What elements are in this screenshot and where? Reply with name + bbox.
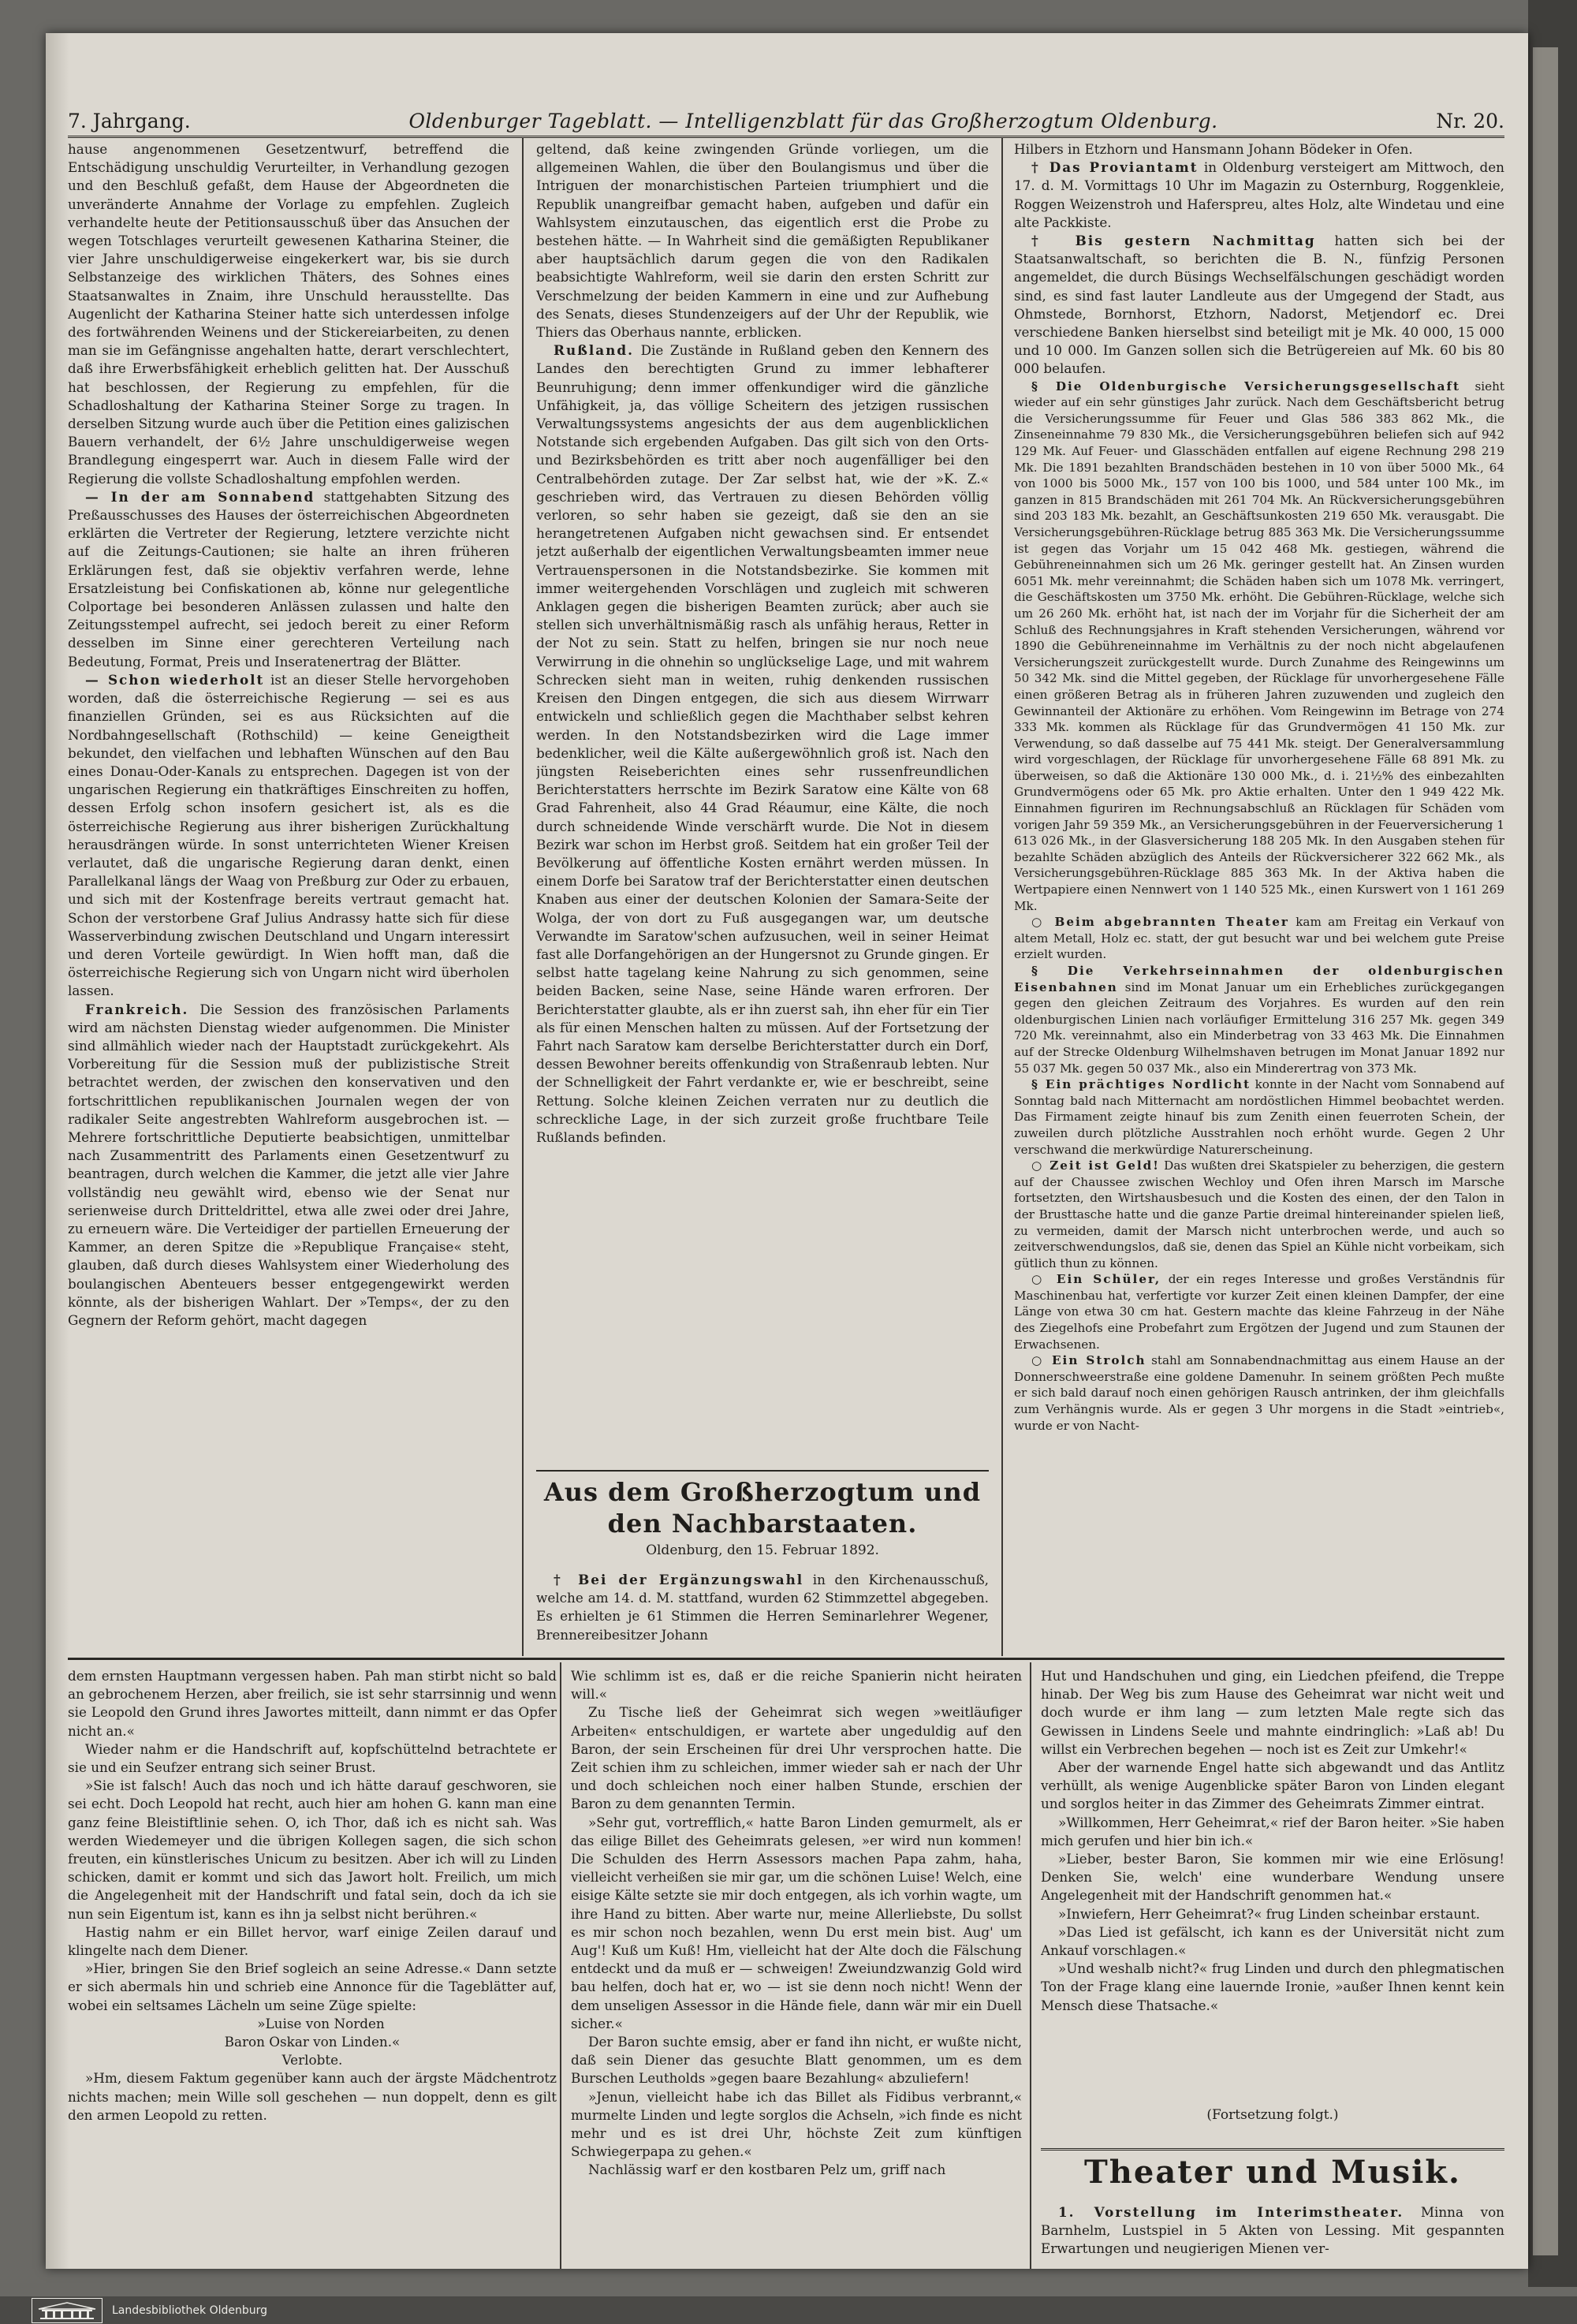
article-lead: — Schon wiederholt xyxy=(85,671,265,688)
article-text: ist an dieser Stelle hervorgehoben worden, daß die österreichische Regierung — sei es aus finanziellen Gründen, sei es aus Rücksichten auf die Nordbahngesellschaft (Rothschild) — keine Geneigtheit bekundet, den vielfachen und lebhaften Wünschen auf den Bau eines Donau-Oder-Kanals zu entsprechen. Dagegen ist von der ungarischen Regierung ein thatkräftiges Einschreiten zu hoffen, dessen Erfolg schon insofern gesichert ist, als es die österreichische Regierung aus ihrer bisherigen Zurückhaltung herausdrängen würde. In sonst unterrichteten Wiener Kreisen verlautet, daß die ungarische Regierung daran denkt, einen Parallelkanal längs der Waag von Preßburg zur Oder zu erbauen, und sich mit der Kostenfrage bereits vertraut gemacht hat. Schon der verstorbene Graf Julius Andrassy hatte sich für diese Wasserverbindung zwischen Deutschland und Ungarn interessirt und deren Vorteile gewürdigt. In Wien hofft man, daß die österreichische Regierung sich von Ungarn nicht wird überholen lassen. xyxy=(68,671,509,999)
feuilleton-paragraph: »Und weshalb nicht?« frug Linden und durch den phlegmatischen Ton der Frage klang eine lauernde Ironie, »außer Ihnen kennt kein Mensch diese Thatsache.« xyxy=(1041,1960,1504,2013)
article-paragraph xyxy=(1014,963,1504,1076)
feuilleton-paragraph: »Das Lied ist gefälscht, ich kann es der Universität nicht zum Ankauf vorschlagen.« xyxy=(1041,1923,1504,1959)
header-issue-number: Nr. 20. xyxy=(1436,110,1504,132)
scan-page-edge-inner xyxy=(1533,47,1558,2255)
article-paragraph xyxy=(68,671,509,1001)
article-paragraph xyxy=(1014,159,1504,232)
feuilleton-paragraph: dem ernsten Hauptmann vergessen haben. Pah man stirbt nicht so bald an gebrochenem Herzen, aber freilich, sie ist sehr starrsinnig und wenn sie Leopold den Grund ihres Jawortes mitteilt, dann nimmt er das Opfer nicht an.« xyxy=(68,1668,557,1739)
feuilleton-rule xyxy=(68,1658,1504,1660)
feuilleton-paragraph: Nachlässig warf er den kostbaren Pelz um, griff nach xyxy=(588,2162,946,2178)
feuilleton-paragraph: »Willkommen, Herr Geheimrat,« rief der Baron heiter. »Sie haben mich gerufen und hier bin ich.« xyxy=(1041,1814,1504,1848)
feuilleton-paragraph: »Hier, bringen Sie den Brief sogleich an seine Adresse.« Dann setzte er sich abermals hin und schrieb eine Annonce für die Tageblätter auf, wobei ein seltsames Lächeln um seine Züge spielte: xyxy=(68,1960,557,2013)
column-1 xyxy=(68,140,509,1653)
column-2-local-news xyxy=(536,1571,989,1653)
column-divider xyxy=(1001,137,1003,1656)
column-2 xyxy=(536,140,989,1465)
article-text: stahl am Sonnabendnachmittag aus einem Hause an der Donnerschweerstraße eine goldene Damenuhr. In seinem größten Pech mußte er sich bald darauf noch einen gehörigen Rausch antrinken, der ihm gleichfalls zum Verhängnis wurde. Als er gegen 3 Uhr morgens in die Stadt »eintrieb«, wurde er von Nacht- xyxy=(1014,1353,1504,1433)
article-lead: ○ Zeit ist Geld! xyxy=(1031,1158,1160,1173)
library-footer-bar xyxy=(0,2296,1577,2324)
continuation-note: (Fortsetzung folgt.) xyxy=(1206,2107,1339,2123)
article-lead: ○ Beim abgebrannten Theater xyxy=(1031,915,1289,930)
page-header xyxy=(68,101,1504,138)
page-fold-shadow xyxy=(46,33,69,2269)
section-heading: Aus dem Großherzogtum und den Nachbarstaaten. xyxy=(543,1477,982,1539)
article-paragraph xyxy=(1041,2203,1504,2259)
article-paragraph xyxy=(1014,379,1504,915)
feuilleton-paragraph: Der Baron suchte emsig, aber er fand ihn nicht, er wußte nicht, daß sein Diener das gesuchte Blatt genommen, um es dem Burschen Leutholds »gegen baare Bezahlung« abzuliefern! xyxy=(571,2034,1022,2087)
feuilleton-paragraph: »Luise von Norden Baron Oskar von Linden.« Verlobte. xyxy=(224,2015,401,2068)
article-text: in Oldenburg versteigert am Mittwoch, den 17. d. M. Vormittags 10 Uhr im Magazin zu Osternburg, Roggenkleie, Roggen Weizenstroh und Haferspreu, altes Holz, alte Windetau und eine alte Packkiste. xyxy=(1014,159,1504,230)
article-text: in den Kirchenausschuß, welche am 14. d. M. stattfand, wurden 62 Stimmzettel abgegeben. Es erhielten je 61 Stimmen die Herren Seminarlehrer Wegener, Brennereibesitzer Johann xyxy=(536,1572,989,1643)
article-text: sind im Monat Januar um ein Erhebliches zurückgegangen gegen den gleichen Zeitraum des Vorjahres. Es wurden auf den rein oldenburgischen Linien nach vorläufiger Ermittelung 316 257 Mk. gegen 349 720 Mk. vereinnahmt, also ein Minderbetrag von 33 463 Mk. Die Einnahmen auf der Strecke Oldenburg Wilhelmshaven betrugen im Monat Januar 1892 nur 55 037 Mk. gegen 50 037 Mk., also ein Minderertrag von 373 Mk. xyxy=(1014,979,1504,1076)
article-text: kam am Freitag ein Verkauf von altem Metall, Holz ec. statt, der gut besucht war und bei welchem gute Preise erzielt wurden. xyxy=(1014,915,1504,962)
article-lead: † Bis gestern Nachmittag xyxy=(1031,233,1316,249)
article-text: hatten sich bei der Staatsanwaltschaft, so berichten die B. N., fünfzig Personen angemeldet, die durch Büsings Wechselfälschungen geschädigt worden sind, es sind fast lauter Landleute aus der Umgegend der Stadt, aus Ohmstede, Bornhorst, Etzhorn, Nadorst, Metjendorf ec. Drei verschiedene Banken hierselbst sind beteiligt mit je Mk. 40 000, 15 000 und 10 000. Im Ganzen sollen sich die Betrügereien auf Mk. 60 bis 80 000 belaufen. xyxy=(1014,233,1504,377)
feuilleton-column-1 xyxy=(68,1667,557,2266)
article-lead: † Bei der Ergänzungswahl xyxy=(554,1572,804,1587)
feuilleton-paragraph: Aber der warnende Engel hatte sich abgewandt und das Antlitz verhüllt, als wenige Augenblicke später Baron von Linden elegant und sorglos heiter in das Zimmer des Geheimrats Zimmer eintrat. xyxy=(1041,1759,1504,1812)
article-paragraph: Hilbers in Etzhorn und Hansmann Johann Bödeker in Ofen. xyxy=(1014,141,1413,157)
section-dateline: Oldenburg, den 15. Februar 1892. xyxy=(646,1542,879,1558)
feuilleton-paragraph: Wieder nahm er die Handschrift auf, kopfschüttelnd betrachtete er sie und ein Seufzer entrang sich seiner Brust. xyxy=(68,1740,557,1776)
feuilleton-paragraph: Zu Tische ließ der Geheimrat sich wegen »weitläufiger Arbeiten« entschuldigen, er wartete aber ungeduldig auf den Baron, der sein Erscheinen für drei Uhr versprochen hatte. Die Zeit schien ihm zu schleichen, immer wieder sah er nach der Uhr und doch schleichen noch einer halben Stunde, erschien der Baron zu dem genannten Termin. xyxy=(571,1704,1022,1812)
article-text: Das wußten drei Skatspieler zu beherzigen, die gestern auf der Chaussee zwischen Wechloy und Ofen ihren Marsch im Marsche fortsetzten, den Wirtshausbesuch und die Kosten des einen, der den Talon in der Brusttasche hatte und die ganze Partie dreimal hintereinander spielen ließ, zu vermeiden, damit der Marsch nicht unterbrochen werde, und auch so zeitverschwendungslos, daß sie, denen das Spiel an Kühle nicht vorbeikam, sich gütlich thun zu können. xyxy=(1014,1158,1504,1270)
article-lead: † Das Proviantamt xyxy=(1031,159,1199,176)
article-paragraph xyxy=(1014,1352,1504,1434)
article-text: Die Session des französischen Parlaments wird am nächsten Dienstag wieder aufgenommen. Die Minister sind allmählich wieder nach der Hauptstadt zurückgekehrt. Als Vorbereitung für die Session muß der publizistische Streit betrachtet werden, der zwischen den konservativen und den fortschrittlichen republikanischen Journalen wegen der von radikaler Seite angestrebten Wahlreform ausgebrochen ist. — Mehrere fortschrittliche Deputierte beabsichtigen, unmittelbar nach Zusammentritt des Parlaments einen Gesetzentwurf zu beantragen, durch welchen die Kammer, die jetzt alle vier Jahre vollständig neu gewählt wird, ebenso wie der Senat nur serienweise durch Dritteldrittel, etwa alle zwei oder drei Jahre, zu erneuern wäre. Die Verteidiger der partiellen Erneuerung der Kammer, an deren Spitze die »Republique Française« steht, glauben, daß durch dieses Wahlsystem einer Wiederholung des boulangischen Abenteuers besser entgegengewirkt werden könnte, als der bisherigen Wahlart. Der »Temps«, der zu den Gegnern der Reform gehört, macht dagegen xyxy=(68,1001,509,1328)
section-rule xyxy=(536,1470,989,1472)
column-3 xyxy=(1014,140,1504,1653)
article-paragraph xyxy=(1014,1271,1504,1352)
column-divider xyxy=(560,1662,561,2269)
article-paragraph xyxy=(536,1571,989,1644)
article-lead: § Die Oldenburgische Versicherungsgesellschaft xyxy=(1031,379,1461,394)
article-paragraph xyxy=(536,341,989,1147)
column-divider xyxy=(522,137,524,1656)
header-title: Oldenburger Tageblatt. — Intelligenzblatt für das Großherzogtum Oldenburg. xyxy=(408,110,1218,132)
theater-heading: Theater und Musik. xyxy=(1041,2148,1504,2191)
library-building-icon xyxy=(32,2298,103,2323)
article-lead: ○ Ein Strolch xyxy=(1031,1353,1146,1368)
feuilleton-column-2 xyxy=(571,1667,1022,2266)
feuilleton-paragraph: »Lieber, bester Baron, Sie kommen mir wie eine Erlösung! Denken Sie, welch' eine wunderbare Wendung unsere Angelegenheit mit der Handschrift genommen hat.« xyxy=(1041,1851,1504,1904)
feuilleton-paragraph: Wie schlimm ist es, daß er die reiche Spanierin nicht heiraten will.« xyxy=(571,1668,1022,1703)
newspaper-page xyxy=(46,33,1528,2269)
article-lead: § Ein prächtiges Nordlicht xyxy=(1031,1077,1251,1092)
article-paragraph xyxy=(1014,1076,1504,1158)
feuilleton-paragraph: »Sie ist falsch! Auch das noch und ich hätte darauf geschworen, sie sei echt. Doch Leopold hat recht, auch hier am hohen G. kann man eine ganz feine Bleistiftlinie sehen. O, ich Thor, daß ich es nicht sah. Was werden Wiedemeyer und die übrigen Kollegen sagen, die sich schon freuten, ein künstlerisches Unicum zu besitzen. Aber ich will zu Linden schicken, damit er kommt und sich das Jawort holt. Freilich, um mich die Angelegenheit mit der Handschrift und fatal sein, doch da ich sie nun sein Eigentum ist, kann es ihn ja selbst nicht berühren.« xyxy=(68,1778,557,1922)
header-volume: 7. Jahrgang. xyxy=(68,110,191,132)
article-paragraph xyxy=(1014,914,1504,963)
column-divider xyxy=(1030,1662,1031,2269)
article-lead: Frankreich. xyxy=(85,1001,189,1017)
article-paragraph xyxy=(68,1001,509,1330)
article-paragraph xyxy=(68,488,509,671)
article-text: Minna von Barnhelm, Lustspiel in 5 Akten von Lessing. Mit gespannten Erwartungen und neugierigen Mienen ver- xyxy=(1041,2204,1504,2257)
feuilleton-paragraph: »Hm, diesem Faktum gegenüber kann auch der ärgste Mädchentrotz nichts machen; mein Wille soll geschehen — nun doppelt, denn es gilt den armen Leopold zu retten. xyxy=(68,2070,557,2123)
article-lead: 1. Vorstellung im Interimstheater. xyxy=(1058,2204,1404,2220)
article-paragraph xyxy=(1014,232,1504,379)
article-paragraph xyxy=(1014,1158,1504,1271)
feuilleton-paragraph: Hastig nahm er ein Billet hervor, warf einige Zeilen darauf und klingelte nach dem Diener. xyxy=(68,1923,557,1959)
article-text: stattgehabten Sitzung des Preßausschusses des Hauses der österreichischen Abgeordneten erklärten die Vertreter der Regierung, letztere verzichte nicht auf die Zeitungs-Cautionen; sie halte an ihren früheren Erklärungen fest, daß sie objektiv verfahren werde, lehne Ersatzleistung bei Confiskationen ab, könne nur gelegentliche Colportage bei besonderen Anlässen zulassen und halte den Zeitungsstempel aufrecht, sei jedoch bereit zu einer Reform desselben im Sinne einer gerechteren Verteilung nach Bedeutung, Format, Preis und Inseratenertrag der Blätter. xyxy=(68,488,509,670)
feuilleton-column-3 xyxy=(1041,1667,1504,2117)
article-lead: ○ Ein Schüler, xyxy=(1031,1272,1161,1287)
feuilleton-paragraph: Hut und Handschuhen und ging, ein Liedchen pfeifend, die Treppe hinab. Der Weg bis zum Hause des Geheimrat war nicht weit und doch wurde er ihm lang — zum letzten Male regte sich das Gewissen in Lindens Seele und mahnte eindringlich: »Laß ab! Du willst ein Verbrechen begehen — noch ist es Zeit zur Umkehr!« xyxy=(1041,1668,1504,1757)
feuilleton-paragraph: »Jenun, vielleicht habe ich das Billet als Fidibus verbrannt,« murmelte Linden und legte sorglos die Achseln, »ich finde es nicht mehr und es ist drei Uhr, höchste Zeit zum künftigen Schwiegerpapa zu gehen.« xyxy=(571,2088,1022,2160)
theater-column xyxy=(1041,2203,1504,2266)
feuilleton-paragraph: »Sehr gut, vortrefflich,« hatte Baron Linden gemurmelt, als er das eilige Billet des Geheimrats gelesen, »er wird nun kommen! Die Schulden des Herrn Assessors machen Papa zahm, haha, vielleicht verheißen sie mir gar, um die schönen Luise! Welch, eine eisige Kälte setzte sie mir doch entgegen, als ich vorhin wagte, um ihre Hand zu bitten. Aber warte nur, meine Allerliebste, Du sollst es mir schon noch bezahlen, wenn Du erst mein bist. Aug' um Aug'! Kuß um Kuß! Hm, vielleicht hat der Alte doch die Fälschung entdeckt und da muß er — schweigen! Zweiundzwanzig Gold wird bau helfen, doch hat er, wo — ist sie denn noch nicht! Wenn der dem unseligen Assessor in die Hände fiele, dann wär mir ein Duell sicher.« xyxy=(571,1814,1022,2031)
feuilleton-paragraph: »Inwiefern, Herr Geheimrat?« frug Linden scheinbar erstaunt. xyxy=(1058,1905,1480,1922)
article-paragraph: hause angenommenen Gesetzentwurf, betreffend die Entschädigung unschuldig Verurteilter, in Verhandlung gezogen und den Beschluß gefaßt, dem Hause der Abgeordneten die unveränderte Annahme der Vorlage zu empfehlen. Zugleich verhandelte heute der Petitionsausschuß über das Ansuchen der wegen Totschlages verurteilt gewesenen Katharina Steiner, die vier Jahre unschuldigerweise eingekerkert war, bis sie durch Selbstanzeige des wirklichen Thäters, des Sohnes eines Staatsanwaltes in Znaim, ihre Unschuld herausstellte. Das Augenlicht der Katharina Steiner hatte sich unterdessen infolge des fortwährenden Weinens und der Stickereiarbeiten, zu denen man sie im Gefängnisse angehalten hatte, derart verschlechtert, daß ihre Erwerbsfähigkeit erheblich gelitten hat. Der Ausschuß hat beschlossen, der Regierung zu empfehlen, für die Schadloshaltung der Katharina Steiner Sorge zu tragen. In derselben Sitzung wurde auch über die Petition eines galizischen Bauern verhandelt, der 6½ Jahre unschuldigerweise wegen Brandlegung eingesperrt war. Auch in diesem Falle wird der Regierung die vollste Schadloshaltung empfohlen werden. xyxy=(68,141,509,487)
article-text: konnte in der Nacht vom Sonnabend auf Sonntag bald nach Mitternacht am nordöstlichen Himmel beobachtet werden. Das Firmament zeigte hinauf bis zum Zenith einen feuerroten Schein, der zuweilen durch plötzliche Ausstrahlen noch erhöht wurde. Gegen 2 Uhr verschwand die merkwürdige Naturerscheinung. xyxy=(1014,1077,1504,1157)
article-lead: § Die Verkehrseinnahmen der oldenburgischen Eisenbahnen xyxy=(1014,964,1504,994)
article-text: sieht wieder auf ein sehr günstiges Jahr zurück. Nach dem Geschäftsbericht betrug die Versicherungssumme für Feuer und Glas 586 383 862 Mk., die Zinseneinnahme 79 830 Mk., die Versicherungsgebühren beliefen sich auf 942 129 Mk. Auf Feuer- und Glasschäden entfallen auf eigene Rechnung 298 219 Mk. Die 1891 bezahlten Brandschäden bestehen in 10 von über 5000 Mk., 64 von 1000 bis 5000 Mk., 157 von 100 bis 1000, und 584 unter 100 Mk., im ganzen in 815 Brandschäden mit 261 704 Mk. An Rückversicherungsgebühren sind 203 183 Mk. bezahlt, an Geschäftsunkosten 219 650 Mk. verausgabt. Die Versicherungsgebühren-Rücklage betrug 885 363 Mk. Die Versicherungssumme ist gegen das Vorjahr um 15 042 468 Mk. gestiegen, während die Gebühreneinnahmen sich um 26 Mk. geringer gestellt hat. An Zinsen wurden 6051 Mk. mehr vereinnahmt; die Schäden haben sich um 1078 Mk. verringert, die Geschäftskosten um 3750 Mk. erhöht. Die Gebühren-Rücklage, welche sich um 26 260 Mk. erhöht hat, ist nach der im Vorjahr für die Sicherheit der am Schluß des Rechnungsjahres in Kraft stehenden Versicherungen, während vor 1890 die Gebühreneinnahme im Verhältnis zu der noch nicht abgelaufenen Versicherungszeit zurückgestellt wurde. Durch Zunahme des Reingewinns um 50 342 Mk. sind die Mittel gegeben, der Rücklage für unvorhergesehene Fälle einen größeren Betrag als in früheren Jahren zuzuwenden und zugleich den Gewinnanteil der Aktionäre zu erhöhen. Vom Reingewinn im Betrage von 274 333 Mk. kommen als Rücklage für das Grundvermögen 41 150 Mk. zur Verwendung, so daß dasselbe auf 75 441 Mk. steigt. Der Generalversammlung wird vorgeschlagen, der Rücklage für unvorhergesehene Fälle 68 891 Mk. zu überweisen, so daß die Aktionäre 130 000 Mk., d. i. 21½% des einbezahlten Grundvermögens oder 65 Mk. pro Aktie erhalten. Unter den 1 949 422 Mk. Einnahmen figuriren im Rechnungsabschluß an Rücklagen für Schäden vom vorigen Jahr 59 359 Mk., an Versicherungsgebühren in der Feuerversicherung 1 613 026 Mk., in der Glasversicherung 188 205 Mk. In den Ausgaben stehen für bezahlte Schäden abzüglich des Anteils der Rückversicherer 322 662 Mk., als Versicherungsgebühren-Rücklage 885 363 Mk. In der Aktiva haben die Wertpapiere einen Nennwert von 1 140 525 Mk., einen Kurswert von 1 161 269 Mk. xyxy=(1014,379,1504,913)
article-text: Die Zustände in Rußland geben den Kennern des Landes den berechtigten Grund zu immer lebhafterer Beunruhigung; denn immer offenkundiger wird die gänzliche Unfähigkeit, ja, das völlige Scheitern des jetzigen russischen Verwaltungssystems angesichts der aus dem augenblicklichen Notstande sich ergebenden Aufgaben. Das gilt sich von den Orts- und Bezirksbehörden es tritt aber noch augenfälliger bei den Centralbehörden zutage. Der Zar selbst hat, wie der »K. Z.« geschrieben wird, das Vertrauen zu diesen Behörden völlig verloren, so sehr haben sie gezeigt, daß sie den an sie herangetretenen Aufgaben nicht gewachsen sind. Er entsendet jetzt außerhalb der eigentlichen Verwaltungsbeamten immer neue Vertrauenspersonen in die Notstandsbezirke. Sie kommen mit immer weitergehenden Vorschlägen und zugleich mit schweren Anklagen gegen die bisherigen Beamten zurück; aber auch sie stellen sich unverhältnismäßig rasch als unfähig heraus, Retter in der Not zu sein. Statt zu helfen, bringen sie nur noch neue Verwirrung in die ohnehin so unglückselige Lage, und mit wahrem Schrecken sieht man in weiten, ruhig denkenden russischen Kreisen den Dingen entgegen, die sich aus diesem Wirrwarr entwickeln und schließlich gegen die Machthaber selbst kehren werden. In den Notstandsbezirken wird die Lage immer bedenklicher, weil die Kälte außergewöhnlich groß ist. Nach den jüngsten Reiseberichten eines sehr russenfreundlichen Berichterstatters herrschte im Bezirk Saratow eine Kälte von 68 Grad Fahrenheit, also 44 Grad Réaumur, eine Kälte, die noch durch schneidende Winde verschärft wurde. Die Not in diesem Bezirk war schon im Herbst groß. Seitdem hat ein großer Teil der Bevölkerung auf öffentliche Kosten ernährt werden müssen. In einem Dorfe bei Saratow traf der Berichterstatter einen deutschen Knaben aus einer der deutschen Kolonien der Samara-Seite der Wolga, der von dort zu Fuß ausgegangen war, um deutsche Verwandte im Saratow'schen aufzusuchen, weil in seiner Heimat fast alle Dorfangehörigen an der Hungersnot zu Grunde gingen. Er selbst hatte tagelang keine Nahrung zu sich genommen, seine beiden Backen, seine Nase, seine Hände waren erfroren. Der Berichterstatter glaubte, als er ihn zuerst sah, ihn eher für ein Tier als für einen Menschen halten zu müssen. Auf der Fortsetzung der Fahrt nach Saratow kam derselbe Berichterstatter durch ein Dorf, dessen Bewohner bereits offenkundig von Straßenraub lebten. Nur der Schnelligkeit der Fahrt verdankte er, wie er beschreibt, seine Rettung. Solche kleinen Zeichen verraten nur zu deutlich die schreckliche Lage, in der sich zurzeit große fruchtbare Teile Rußlands befinden. xyxy=(536,342,989,1145)
article-lead: Rußland. xyxy=(554,342,634,359)
article-paragraph: geltend, daß keine zwingenden Gründe vorliegen, um die allgemeinen Wahlen, die über den Boulangismus und über die Intriguen der monarchistischen Parteien triumphiert und die Republik unangreifbar gemacht haben, aufgeben und dafür ein Wahlsystem einzutauschen, das eigentlich erst die Probe zu bestehen hätte. — In Wahrheit sind die gemäßigten Republikaner aber hauptsächlich darum gegen die von den Radikalen beabsichtigte Wahlreform, weil sie darin den ersten Schritt zur Verschmelzung der beiden Kammern in eine und zur Aufhebung des Senats, dieses Stundenzeigers auf der Uhr der Republik, wie Thiers das Oberhaus nannte, erblicken. xyxy=(536,141,989,341)
article-text: der ein reges Interesse und großes Verständnis für Maschinenbau hat, verfertigte vor kurzer Zeit einen kleinen Dampfer, der eine Länge von etwa 30 cm hat. Gestern machte das kleine Fahrzeug in der Nähe des Ziegelhofs eine Probefahrt zum Ergötzen der Jugend und zum Staunen der Erwachsenen. xyxy=(1014,1272,1504,1352)
library-name: Landesbibliothek Oldenburg xyxy=(112,2303,268,2317)
article-lead: — In der am Sonnabend xyxy=(85,488,315,505)
